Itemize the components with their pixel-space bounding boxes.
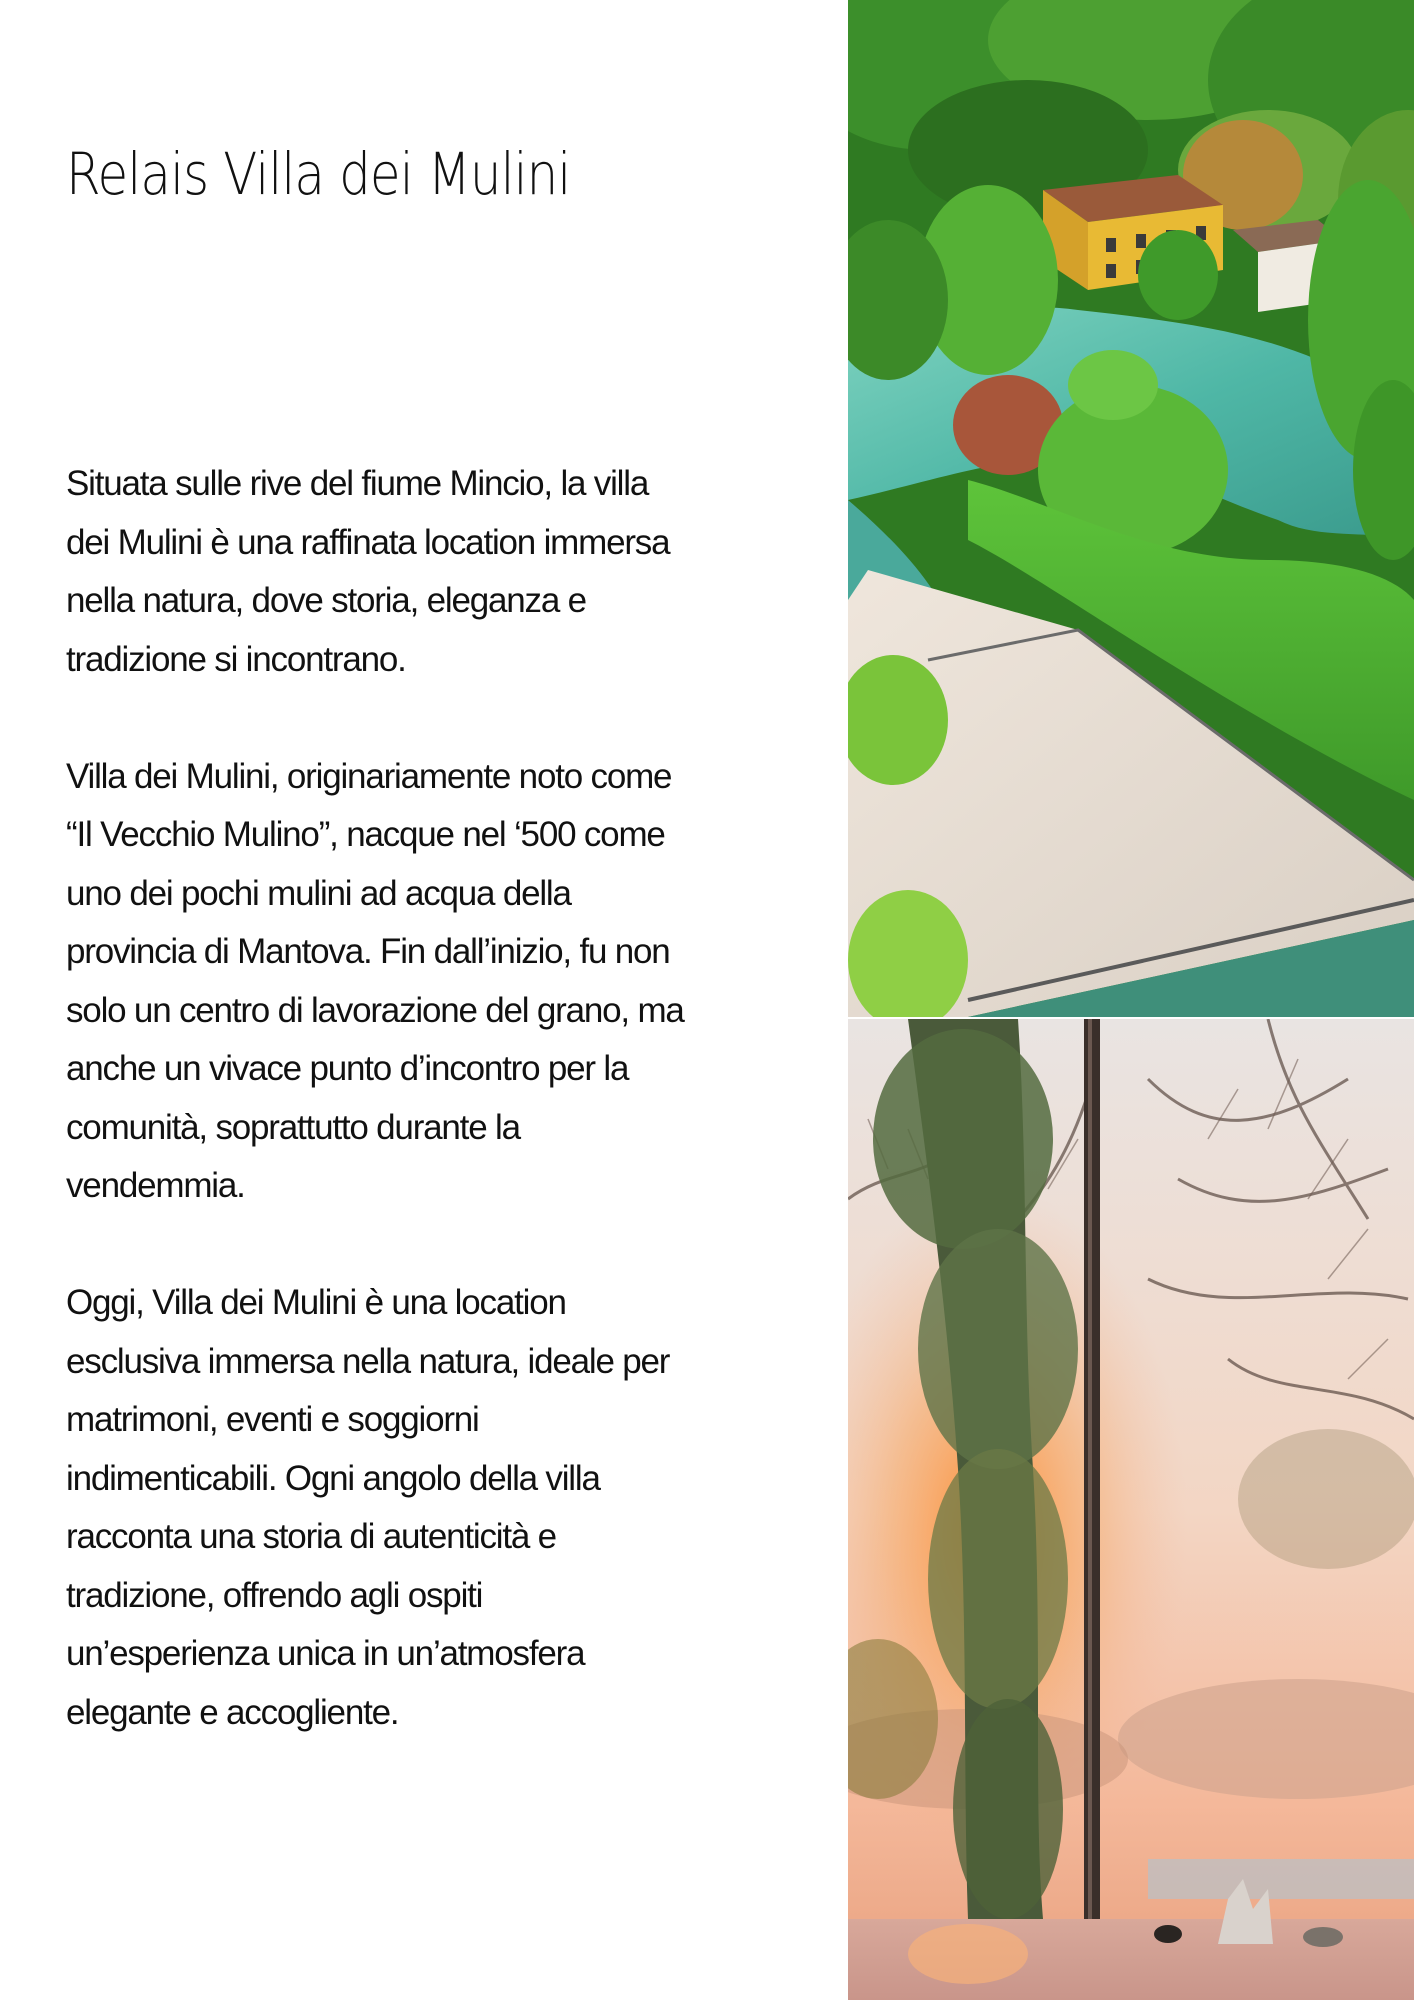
text-line: vendemmia. <box>66 1166 245 1205</box>
text-line: anche un vivace punto d’incontro per la <box>66 1049 629 1088</box>
sunset-window-tree-photo <box>848 1019 1414 2000</box>
body-text <box>66 455 766 1801</box>
text-line: elegante e accogliente. <box>66 1692 399 1732</box>
paragraph-today <box>66 1274 766 1742</box>
paragraph-history <box>66 748 766 1216</box>
text-line: nella natura, dove storia, eleganza e <box>66 581 586 620</box>
text-line: provincia di Mantova. Fin dall’inizio, fu non <box>66 932 670 971</box>
text-line: Situata sulle rive del fiume Mincio, la villa <box>66 464 649 503</box>
text-line: dei Mulini è una raffinata location immersa <box>66 522 670 562</box>
text-line: Oggi, Villa dei Mulini è una location <box>66 1283 566 1322</box>
text-column <box>66 0 766 2000</box>
text-line: tradizione si incontrano. <box>66 639 406 679</box>
text-line: tradizione, offrendo agli ospiti <box>66 1575 483 1615</box>
text-line: uno dei pochi mulini ad acqua della <box>66 873 571 913</box>
paragraph-intro <box>66 455 766 689</box>
text-line: “Il Vecchio Mulino”, nacque nel ‘500 come <box>66 815 665 854</box>
text-line: un’esperienza unica in un’atmosfera <box>66 1634 585 1673</box>
text-line: Villa dei Mulini, originariamente noto come <box>66 756 672 796</box>
aerial-villa-river-photo <box>848 0 1414 1017</box>
text-line: matrimoni, eventi e soggiorni <box>66 1400 479 1439</box>
text-line: esclusiva immersa nella natura, ideale per <box>66 1341 670 1381</box>
text-line: racconta una storia di autenticità e <box>66 1517 556 1556</box>
text-line: comunità, soprattutto durante la <box>66 1107 520 1147</box>
text-line: indimenticabili. Ogni angolo della villa <box>66 1458 600 1498</box>
page-title: Relais Villa dei Mulini <box>66 140 571 208</box>
photo-column <box>848 0 1414 2000</box>
text-line: solo un centro di lavorazione del grano, ma <box>66 990 684 1030</box>
